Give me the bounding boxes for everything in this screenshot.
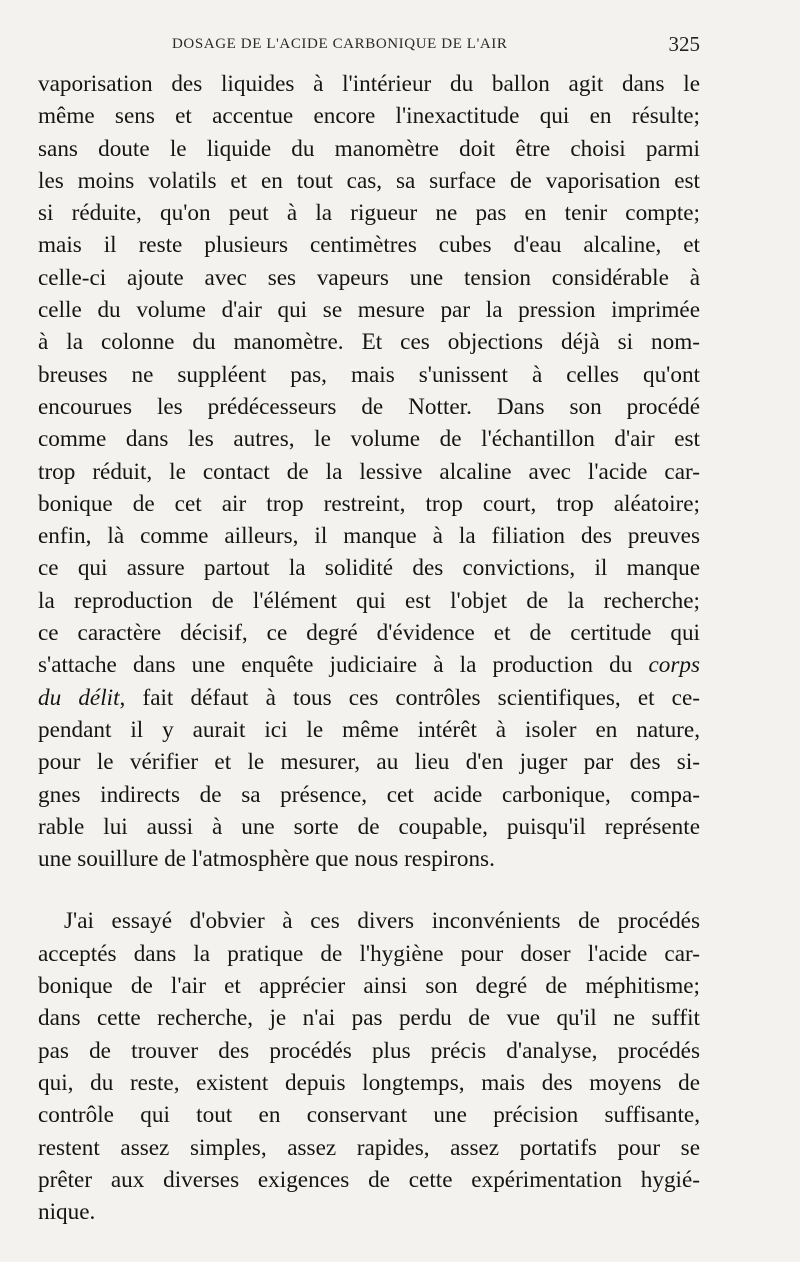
text-line: celle du volume d'air qui se mesure par la pression imprimée xyxy=(38,297,700,324)
running-title: DOSAGE DE L'ACIDE CARBONIQUE DE L'AIR xyxy=(172,36,508,52)
text-line: rable lui aussi à une sorte de coupable, puisqu'il représente xyxy=(38,813,700,840)
text-line: bonique de cet air trop restreint, trop court, trop aléatoire; xyxy=(38,490,700,517)
text-line: ce caractère décisif, ce degré d'évidence et de certitude qui xyxy=(38,620,700,647)
text-line: ce qui assure partout la solidité des convictions, il manque xyxy=(38,555,700,582)
text-line: à la colonne du manomètre. Et ces objections déjà si nom- xyxy=(38,329,700,356)
page-header xyxy=(38,32,700,62)
text-line: pendant il y aurait ici le même intérêt à isoler en nature, xyxy=(38,716,700,743)
text-line: celle-ci ajoute avec ses vapeurs une tension considérable à xyxy=(38,264,700,291)
text-line: gnes indirects de sa présence, cet acide carbonique, compa- xyxy=(38,781,700,808)
text-line: même sens et accentue encore l'inexactitude qui en résulte; xyxy=(38,103,700,130)
text-line: qui, du reste, existent depuis longtemps, mais des moyens de xyxy=(38,1069,700,1096)
body-text xyxy=(38,68,700,1228)
text-line: bonique de l'air et apprécier ainsi son degré de méphitisme; xyxy=(38,973,700,1000)
text-line: acceptés dans la pratique de l'hygiène pour doser l'acide car- xyxy=(38,940,700,967)
text-line: les moins volatils et en tout cas, sa surface de vaporisation est xyxy=(38,167,700,194)
text-line: comme dans les autres, le volume de l'échantillon d'air est xyxy=(38,426,700,453)
paragraph-gap xyxy=(38,875,700,905)
text-line: si réduite, qu'on peut à la rigueur ne pas en tenir compte; xyxy=(38,200,700,227)
page-number: 325 xyxy=(668,32,700,56)
text-line: contrôle qui tout en conservant une précision suffisante, xyxy=(38,1102,700,1129)
text-line: s'attache dans une enquête judiciaire à la production du corps xyxy=(38,652,700,679)
text-line: prêter aux diverses exigences de cette expérimentation hygié- xyxy=(38,1166,700,1193)
text-line: vaporisation des liquides à l'intérieur du ballon agit dans le xyxy=(38,71,700,97)
text-line: pour le vérifier et le mesurer, au lieu d'en juger par des si- xyxy=(38,749,700,776)
text-line: restent assez simples, assez rapides, assez portatifs pour se xyxy=(38,1134,700,1161)
text-line: du délit, fait défaut à tous ces contrôles scientifiques, et ce- xyxy=(38,684,700,711)
paragraph-1 xyxy=(38,68,700,875)
text-line: nique. xyxy=(38,1199,96,1226)
text-line: encourues les prédécesseurs de Notter. Dans son procédé xyxy=(38,393,700,420)
text-line: breuses ne suppléent pas, mais s'unissent à celles qu'ont xyxy=(38,361,700,388)
text-line: sans doute le liquide du manomètre doit être choisi parmi xyxy=(38,135,700,162)
text-line: la reproduction de l'élément qui est l'objet de la recherche; xyxy=(38,587,700,614)
paragraph-2 xyxy=(38,905,700,1228)
text-line: J'ai essayé d'obvier à ces divers inconvénients de procédés xyxy=(64,908,700,935)
text-line: mais il reste plusieurs centimètres cubes d'eau alcaline, et xyxy=(38,232,700,259)
text-line: pas de trouver des procédés plus précis d'analyse, procédés xyxy=(38,1037,700,1064)
text-line: enfin, là comme ailleurs, il manque à la filiation des preuves xyxy=(38,523,700,550)
text-line: une souillure de l'atmosphère que nous respirons. xyxy=(38,846,495,873)
text-line: trop réduit, le contact de la lessive alcaline avec l'acide car- xyxy=(38,458,700,485)
text-line: dans cette recherche, je n'ai pas perdu de vue qu'il ne suffit xyxy=(38,1005,700,1032)
